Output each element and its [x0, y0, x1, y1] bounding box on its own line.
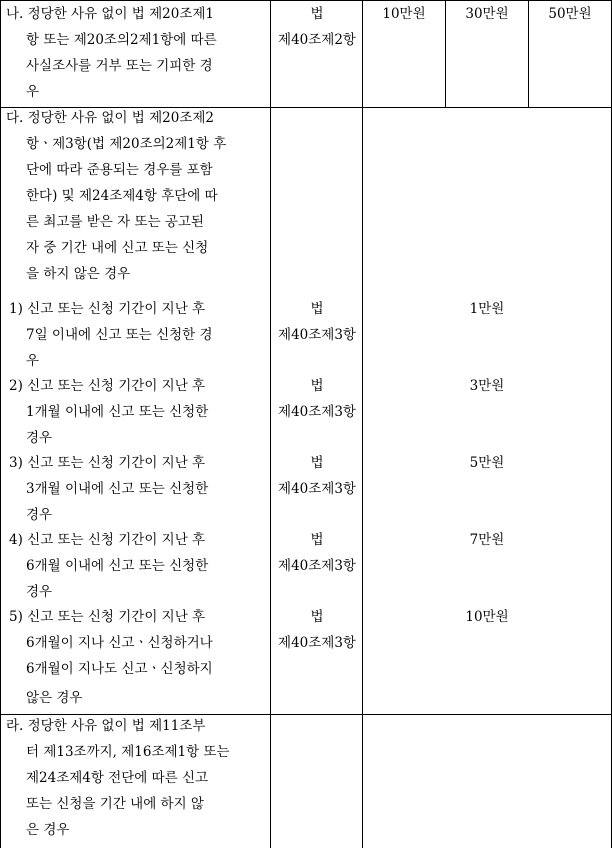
sub-item-law-ref: 법: [310, 378, 324, 394]
sub-item-desc-line: 경우: [26, 507, 53, 523]
sub-item-desc-line: 6개월 이내에 신고 또는 신청한: [26, 558, 209, 574]
column-divider: [362, 714, 363, 848]
table-top-border: [0, 0, 612, 1]
column-divider: [270, 0, 271, 848]
row-divider: [0, 714, 612, 715]
row-na-law-ref: 제40조제2항: [278, 32, 356, 48]
table-left-border: [0, 0, 1, 848]
sub-item-law-ref: 제40조제3항: [278, 404, 356, 420]
row-da-desc-line: 항ㆍ제3항(법 제20조의2제1항 후: [26, 136, 227, 152]
sub-item-law-ref: 법: [310, 455, 324, 471]
sub-item-desc-line: 4) 신고 또는 신청 기간이 지난 후: [9, 532, 206, 548]
sub-item-desc-line: 경우: [26, 430, 53, 446]
row-na-desc-line: 항 또는 제20조의2제1항에 따른: [26, 32, 217, 48]
row-da-desc-line: 다. 정당한 사유 없이 법 제20조제2: [6, 110, 215, 126]
row-da-desc-line: 단에 따라 준용되는 경우를 포함: [26, 162, 213, 178]
sub-item-law-ref: 제40조제3항: [278, 558, 356, 574]
sub-item-desc-line: 6개월이 지나도 신고ㆍ신청하지: [26, 661, 213, 677]
sub-item-law-ref: 법: [310, 532, 324, 548]
sub-item-law-ref: 제40조제3항: [278, 635, 356, 651]
sub-item-desc-line: 경우: [26, 584, 53, 600]
sub-item-law-ref: 법: [310, 609, 324, 625]
row-da-desc-line: 자 중 기간 내에 신고 또는 신청: [26, 240, 209, 256]
sub-item-desc-line: 않은 경우: [26, 690, 83, 706]
sub-item-desc-line: 1) 신고 또는 신청 기간이 지난 후: [9, 301, 206, 317]
sub-item-amount: 10만원: [465, 609, 509, 625]
row-na-law-ref: 법: [310, 6, 324, 22]
sub-item-amount: 7만원: [469, 532, 505, 548]
row-da-desc-line: 른 최고를 받은 자 또는 공고된: [26, 214, 204, 230]
sub-item-desc-line: 5) 신고 또는 신청 기간이 지난 후: [9, 609, 206, 625]
sub-item-amount: 1만원: [469, 301, 505, 317]
row-na-desc-line: 나. 정당한 사유 없이 법 제20조제1: [6, 6, 215, 22]
row-da-desc-line: 을 하지 않은 경우: [26, 266, 131, 282]
sub-item-desc-line: 우: [26, 353, 40, 369]
row-da-desc-line: 한다) 및 제24조제4항 후단에 따: [26, 188, 218, 204]
row-na-amount-second: 30만원: [465, 6, 509, 22]
row-na-amount-first: 10만원: [382, 6, 426, 22]
sub-item-desc-line: 3개월 이내에 신고 또는 신청한: [26, 481, 209, 497]
row-na-desc-line: 우: [26, 84, 40, 100]
sub-item-desc-line: 3) 신고 또는 신청 기간이 지난 후: [9, 455, 206, 471]
row-ra-desc-line: 라. 정당한 사유 없이 법 제11조부: [6, 718, 206, 734]
sub-item-desc-line: 7일 이내에 신고 또는 신청한 경: [26, 327, 213, 343]
row-na-desc-line: 사실조사를 거부 또는 기피한 경: [26, 58, 213, 74]
row-ra-desc-line: 또는 신청을 기간 내에 하지 않: [26, 796, 204, 812]
sub-item-desc-line: 2) 신고 또는 신청 기간이 지난 후: [9, 378, 206, 394]
sub-item-law-ref: 법: [310, 301, 324, 317]
sub-item-amount: 5만원: [469, 455, 505, 471]
row-ra-desc-line: 터 제13조까지, 제16조제1항 또는: [26, 744, 230, 760]
sub-item-desc-line: 1개월 이내에 신고 또는 신청한: [26, 404, 209, 420]
row-ra-desc-line: 은 경우: [26, 822, 70, 838]
sub-item-law-ref: 제40조제3항: [278, 327, 356, 343]
row-na-amount-third: 50만원: [548, 6, 592, 22]
sub-item-amount: 3만원: [469, 378, 505, 394]
sub-item-desc-line: 6개월이 지나 신고ㆍ신청하거나: [26, 635, 213, 651]
sub-item-law-ref: 제40조제3항: [278, 481, 356, 497]
row-ra-desc-line: 제24조제4항 전단에 따른 신고: [26, 770, 209, 786]
